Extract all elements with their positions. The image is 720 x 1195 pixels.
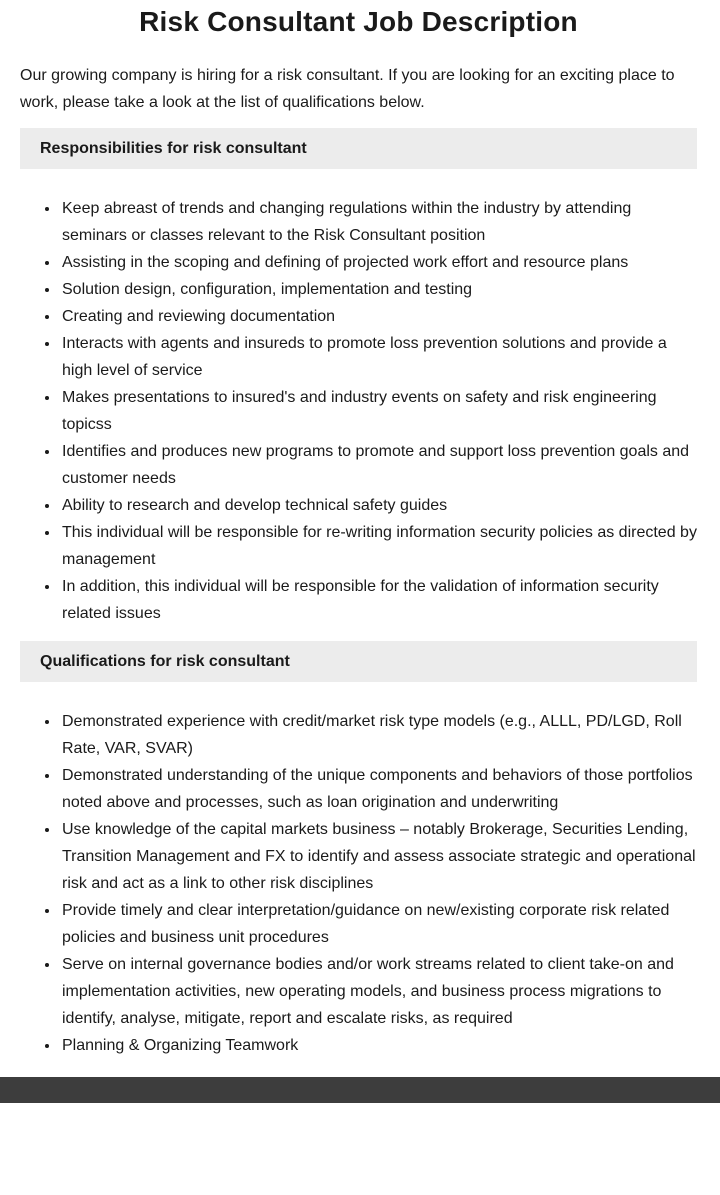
list-item: • Assisting in the scoping and defining of projected work effort and resource plans bbox=[60, 249, 697, 276]
list-item: • Solution design, configuration, implementation and testing bbox=[60, 276, 697, 303]
list-item: • Ability to research and develop technical safety guides bbox=[60, 492, 697, 519]
section-header-label: Responsibilities for risk consultant bbox=[40, 139, 307, 157]
list-item: • Makes presentations to insured's and industry events on safety and risk engineering topicss bbox=[60, 384, 697, 438]
page-title: Risk Consultant Job Description bbox=[139, 6, 578, 37]
list-item: • Creating and reviewing documentation bbox=[60, 303, 697, 330]
list-item: • Interacts with agents and insureds to promote loss prevention solutions and provide a high level of service bbox=[60, 330, 697, 384]
responsibilities-list bbox=[20, 195, 697, 627]
qualifications-list bbox=[20, 708, 697, 1059]
section-header-label: Qualifications for risk consultant bbox=[40, 652, 290, 670]
list-item: • This individual will be responsible for re-writing information security policies as directed by management bbox=[60, 519, 697, 573]
section-header-responsibilities bbox=[20, 128, 697, 169]
section-header-qualifications bbox=[20, 641, 697, 682]
list-item: • In addition, this individual will be responsible for the validation of information security related issues bbox=[60, 573, 697, 627]
list-item: • Planning & Organizing Teamwork bbox=[60, 1032, 697, 1059]
list-item: • Provide timely and clear interpretation/guidance on new/existing corporate risk related policies and business unit procedures bbox=[60, 897, 697, 951]
intro-paragraph: Our growing company is hiring for a risk consultant. If you are looking for an exciting place to work, please take a look at the list of qualifications below. bbox=[20, 67, 675, 111]
list-item: • Use knowledge of the capital markets business – notably Brokerage, Securities Lending, Transition Management and FX to identify and assess associate strategic and operational risk and act as a link to other risk disciplines bbox=[60, 816, 697, 897]
list-item: • Serve on internal governance bodies and/or work streams related to client take-on and implementation activities, new operating models, and business process migrations to identify, analyse, mitigate, report and escalate risks, as required bbox=[60, 951, 697, 1032]
list-item: • Demonstrated understanding of the unique components and behaviors of those portfolios noted above and processes, such as loan origination and underwriting bbox=[60, 762, 697, 816]
job-description-document bbox=[0, 4, 720, 1059]
list-item: • Demonstrated experience with credit/market risk type models (e.g., ALLL, PD/LGD, Roll Rate, VAR, SVAR) bbox=[60, 708, 697, 762]
list-item: • Identifies and produces new programs to promote and support loss prevention goals and customer needs bbox=[60, 438, 697, 492]
partial-bottom-bar bbox=[0, 1077, 720, 1103]
list-item: • Keep abreast of trends and changing regulations within the industry by attending seminars or classes relevant to the Risk Consultant position bbox=[60, 195, 697, 249]
